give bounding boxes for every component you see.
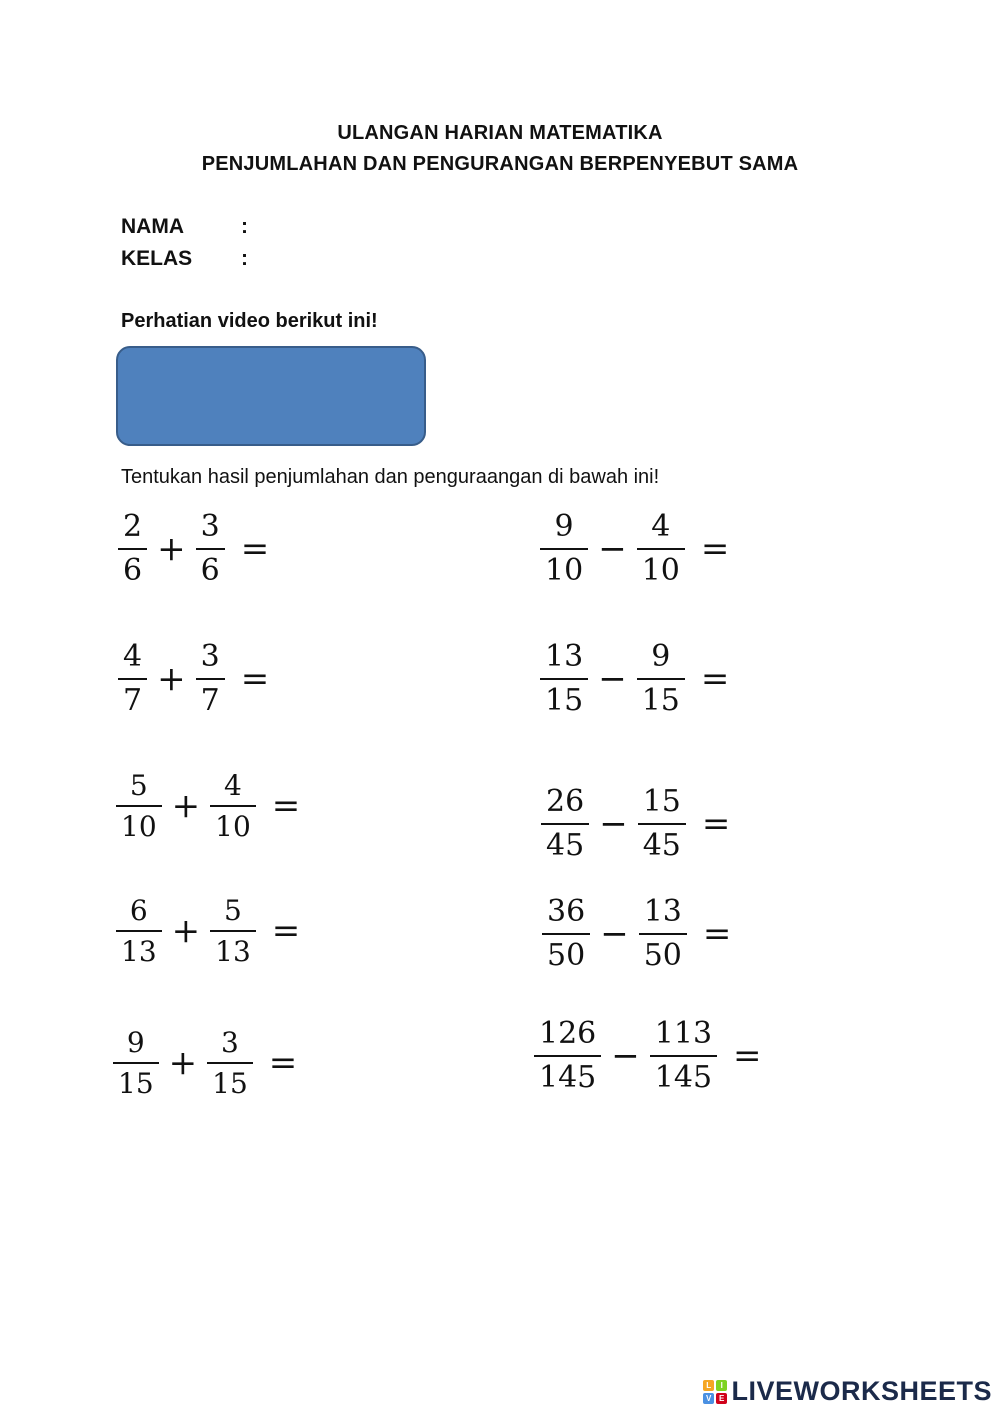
problem-sub-2 [540,641,729,716]
fraction [207,1028,253,1099]
fraction [540,511,588,586]
problem-sub-4 [542,896,731,971]
denominator: 50 [547,937,586,973]
plus-sign: + [157,528,186,569]
equals-sign: = [240,528,270,569]
equals-sign: = [271,786,301,827]
numerator: 4 [224,769,242,802]
class-field [121,247,248,271]
minus-sign: − [598,528,627,569]
fraction-bar [210,930,256,932]
fraction-bar [196,548,225,550]
numerator: 2 [123,509,143,544]
class-colon: : [241,247,248,270]
task-instruction: Tentukan hasil penjumlahan dan penguraangan di bawah ini! [121,466,660,488]
liveworksheets-logo-icon [703,1380,727,1404]
denominator: 145 [539,1059,597,1095]
fraction-bar [542,933,590,935]
numerator: 13 [545,639,584,674]
name-field [121,215,248,239]
fraction-bar [210,805,256,807]
fraction [542,896,590,971]
numerator: 126 [539,1016,597,1051]
denominator: 10 [121,810,157,844]
plus-sign: + [168,1043,198,1084]
fraction [116,896,162,967]
problem-add-1 [118,511,269,586]
problem-sub-1 [540,511,729,586]
video-placeholder[interactable] [116,346,426,446]
numerator: 5 [129,769,148,802]
numerator: 3 [200,639,220,674]
brand-name: LIVEWORKSHEETS [731,1376,992,1406]
fraction [534,1018,601,1093]
numerator: 4 [123,639,143,674]
minus-sign: − [600,913,629,954]
fraction [637,511,685,586]
denominator: 145 [654,1059,713,1095]
fraction-bar [116,805,162,807]
fraction-bar [540,548,588,550]
class-label: KELAS [121,247,193,270]
denominator: 15 [545,682,584,718]
denominator: 13 [215,935,251,969]
fraction-bar [638,823,686,825]
denominator: 50 [643,937,682,973]
equals-sign: = [240,658,270,699]
plus-sign: + [157,658,186,699]
fraction [113,1028,159,1099]
numerator: 5 [224,894,242,927]
denominator: 7 [200,682,220,718]
logo-letter: V [703,1393,714,1404]
numerator: 13 [643,894,682,929]
numerator: 6 [129,894,148,927]
denominator: 15 [212,1067,248,1101]
worksheet-title: ULANGAN HARIAN MATEMATIKA [337,122,663,144]
fraction-bar [118,548,147,550]
denominator: 15 [641,682,680,718]
minus-sign: − [611,1035,640,1076]
fraction-bar [196,678,225,680]
fraction [540,641,588,716]
equals-sign: = [700,658,730,699]
numerator: 9 [126,1026,145,1059]
numerator: 4 [651,509,671,544]
fraction-bar [207,1062,253,1064]
fraction-bar [650,1055,717,1057]
plus-sign: + [171,786,201,827]
logo-letter: I [716,1380,727,1391]
equals-sign: = [271,911,301,952]
problem-add-3 [116,771,300,842]
fraction [118,641,147,716]
denominator: 13 [121,935,157,969]
denominator: 6 [200,552,220,588]
liveworksheets-brand[interactable] [703,1376,992,1407]
equals-sign: = [701,803,731,844]
fraction-bar [637,548,685,550]
logo-letter: E [716,1393,727,1404]
problem-sub-3 [541,786,730,861]
video-instruction: Perhatian video berikut ini! [121,310,378,332]
fraction-bar [118,678,147,680]
name-colon: : [241,215,248,238]
numerator: 9 [651,639,671,674]
minus-sign: − [598,658,627,699]
logo-letter: L [703,1380,714,1391]
equals-sign: = [702,913,732,954]
fraction-bar [639,933,687,935]
worksheet-subtitle: PENJUMLAHAN DAN PENGURANGAN BERPENYEBUT SAMA [201,153,799,175]
denominator: 15 [118,1067,154,1101]
fraction-bar [540,678,588,680]
denominator: 45 [546,827,585,863]
fraction-bar [113,1062,159,1064]
fraction [210,771,256,842]
problem-add-2 [118,641,269,716]
fraction [116,771,162,842]
equals-sign: = [733,1035,762,1076]
denominator: 45 [642,827,681,863]
fraction [650,1018,717,1093]
denominator: 10 [545,552,584,588]
denominator: 7 [123,682,143,718]
numerator: 113 [654,1016,713,1051]
fraction [196,511,225,586]
fraction [541,786,589,861]
fraction-bar [534,1055,601,1057]
fraction [638,786,686,861]
fraction-bar [637,678,685,680]
numerator: 15 [642,784,681,819]
denominator: 10 [215,810,251,844]
problem-add-4 [116,896,300,967]
name-label: NAMA [121,215,184,238]
fraction-bar [116,930,162,932]
fraction [639,896,687,971]
problem-sub-5 [534,1018,762,1093]
denominator: 6 [123,552,143,588]
equals-sign: = [700,528,730,569]
problem-add-5 [113,1028,297,1099]
fraction [196,641,225,716]
minus-sign: − [599,803,628,844]
numerator: 3 [200,509,220,544]
numerator: 26 [546,784,585,819]
denominator: 10 [641,552,680,588]
numerator: 36 [547,894,586,929]
numerator: 9 [554,509,574,544]
fraction-bar [541,823,589,825]
plus-sign: + [171,911,201,952]
fraction [210,896,256,967]
equals-sign: = [268,1043,298,1084]
fraction [118,511,147,586]
numerator: 3 [221,1026,239,1059]
fraction [637,641,685,716]
